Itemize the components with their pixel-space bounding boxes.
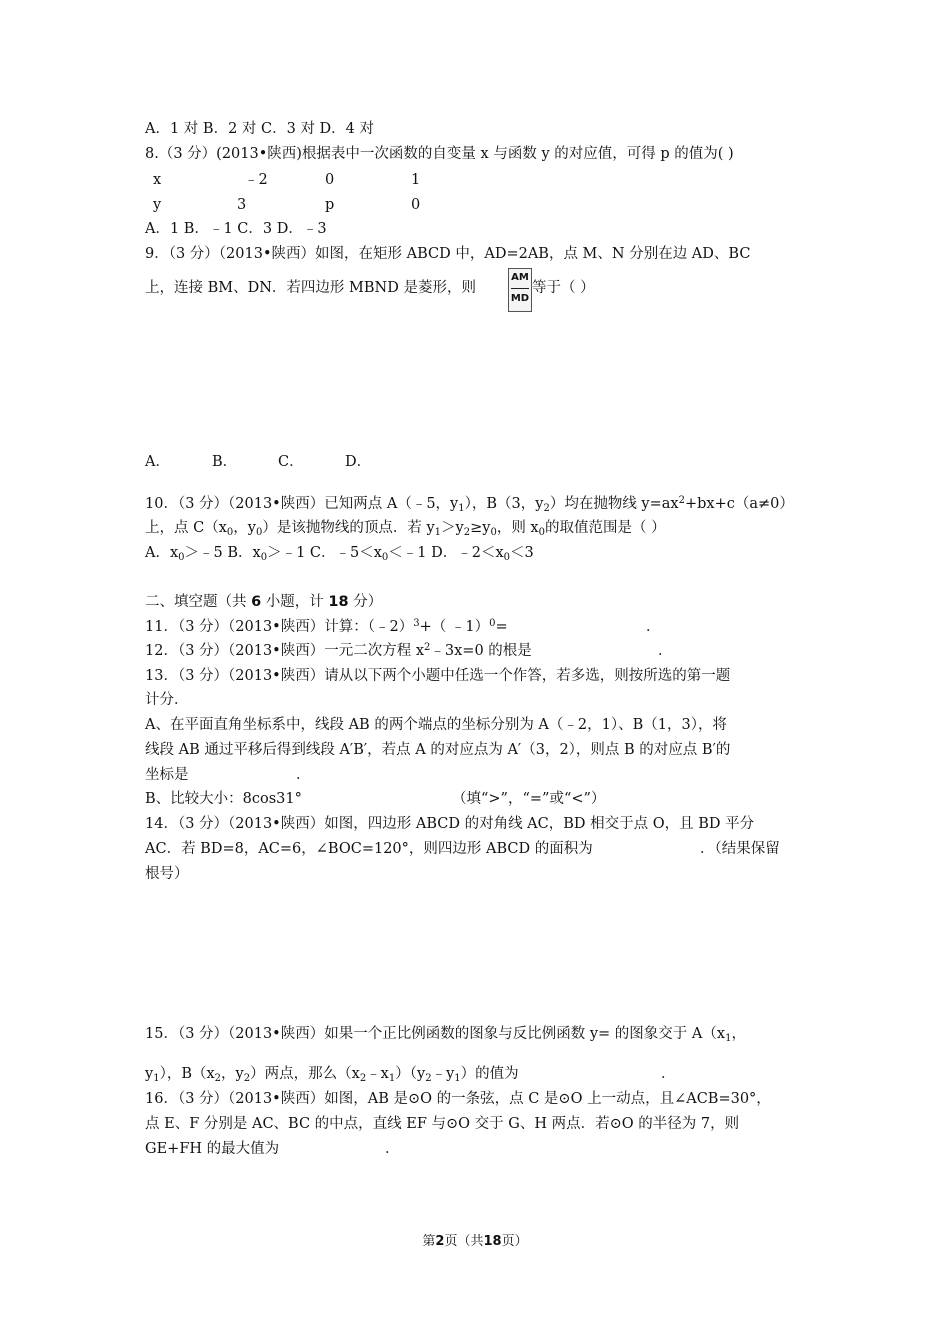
q15-blank-end: ．	[661, 1066, 676, 1082]
q16-line1: 16．（3 分）（2013•陕西）如图，AB 是⊙O 的一条弦，点 C 是⊙O 上一动点，且∠ACB=30°，	[145, 1091, 771, 1107]
fraction-bar	[511, 288, 529, 289]
q7-options: A．1 对 B．2 对 C．3 对 D．4 对	[145, 121, 375, 137]
q9-option-b: B．	[212, 454, 238, 470]
q8-table-y-2: p	[325, 197, 335, 213]
q8-table-x-3: 1	[411, 172, 421, 188]
q14-line3: 根号）	[145, 866, 189, 882]
q15-line2: $y_1$），$B(x_2$，$y_2$）两点，那么$(x_2﹣x_1)(y_2﹣y_1)$的值为	[145, 1066, 519, 1084]
fraction-denominator: MD	[510, 293, 530, 304]
q10-line1: 10．（3 分）（2013•陕西）已知两点 A（﹣5，$y_1$），B（3，$y_2$）均在抛物线 $y=ax^2+bx+c(a\ne 0)$	[145, 495, 794, 514]
q13-line1: 13．（3 分）（2013•陕西）请从以下两个小题中任选一个作答，若多选，则按所选的第一题	[145, 668, 731, 684]
q14-line1: 14．（3 分）（2013•陕西）如图，四边形 ABCD 的对角线 AC，BD 相交于点 O，且 BD 平分	[145, 816, 755, 832]
q8-stem: 8.（3 分）(2013•陕西)根据表中一次函数的自变量 x 与函数 y 的对应值，可得 p 的值为( )	[145, 146, 734, 162]
q8-table-y-1: 3	[237, 197, 247, 213]
q9-fraction-image	[508, 268, 532, 312]
q13-line4: 线段 AB 通过平移后得到线段 A′B′，若点 A 的对应点为 A′（3，2），则点 B 的对应点 B′的	[145, 742, 731, 758]
section-2-heading: 二、填空题（共 6 小题，计 18 分）	[145, 594, 383, 610]
q16-blank-end: ．	[385, 1141, 400, 1157]
q10-line2: 上，点 $C(x_0$，$y_0$）是该抛物线的顶点．若 $y_1>y_2\ge y_0$，则 $x_0$的取值范围是（ ）	[145, 520, 666, 538]
q16-line2: 点 E、F 分别是 AC、BC 的中点，直线 EF 与⊙O 交于 G、H 两点．若⊙O 的半径为 7，则	[145, 1116, 740, 1132]
q9-line2: 上，连接 BM、DN．若四边形 MBND 是菱形，则	[145, 280, 476, 296]
q8-table-y-label: y	[153, 197, 162, 213]
q11: 11．（3 分）（2013•陕西）计算：（﹣2）$^3$+（ ﹣1）$^0$=	[145, 618, 508, 635]
q8-table-x-2: 0	[325, 172, 335, 188]
q13-blank-end: ．	[296, 767, 311, 783]
q8-options: A．1 B．﹣1 C．3 D．﹣3	[145, 221, 327, 237]
q9-line2-end: 等于（ ）	[532, 280, 595, 296]
q9-option-a: A．	[145, 454, 170, 470]
q13-line2: 计分．	[145, 692, 189, 708]
q9-option-d: D．	[345, 454, 372, 470]
q8-table-x-1: ﹣2	[244, 172, 268, 188]
q14-line2: AC．若 BD=8，AC=6，∠BOC=120°，则四边形 ABCD 的面积为	[145, 841, 593, 857]
q9-option-c: C．	[278, 454, 304, 470]
q12: 12．（3 分）（2013•陕西）一元二次方程 $x^2﹣3x=0$ 的根是	[145, 642, 532, 659]
q13-fill-hint: （填“>”，“=”或“<”）	[452, 791, 606, 807]
q13-line5: 坐标是	[145, 767, 189, 783]
q10-options: A．$x_0>﹣5$ B．$x_0>﹣1$ C．$﹣5<x_0<﹣1$ D．$﹣2<x_0<3$	[145, 545, 534, 563]
q13-line3: A、在平面直角坐标系中，线段 AB 的两个端点的坐标分别为 A（﹣2，1）、B（1，3），将	[145, 717, 727, 733]
q8-table-x-label: x	[153, 172, 162, 188]
q13-line6: B、比较大小：8cos31°	[145, 791, 302, 807]
q14-line2-end: ．（结果保留	[700, 841, 780, 857]
q12-blank-end: ．	[658, 643, 673, 659]
q8-table-y-3: 0	[411, 197, 421, 213]
q11-blank-end: ．	[646, 619, 661, 635]
q9-line1: 9．（3 分）（2013•陕西）如图，在矩形 ABCD 中，AD=2AB，点 M、N 分别在边 AD、BC	[145, 246, 751, 262]
fraction-numerator: AM	[511, 272, 529, 283]
q16-line3: GE+FH 的最大值为	[145, 1141, 280, 1157]
q15-line1: 15．（3 分）（2013•陕西）如果一个正比例函数的图象与反比例函数 y= 的图象交于 $A(x_1$，	[145, 1026, 746, 1044]
page-footer: 第2页（共18页）	[422, 1234, 528, 1249]
